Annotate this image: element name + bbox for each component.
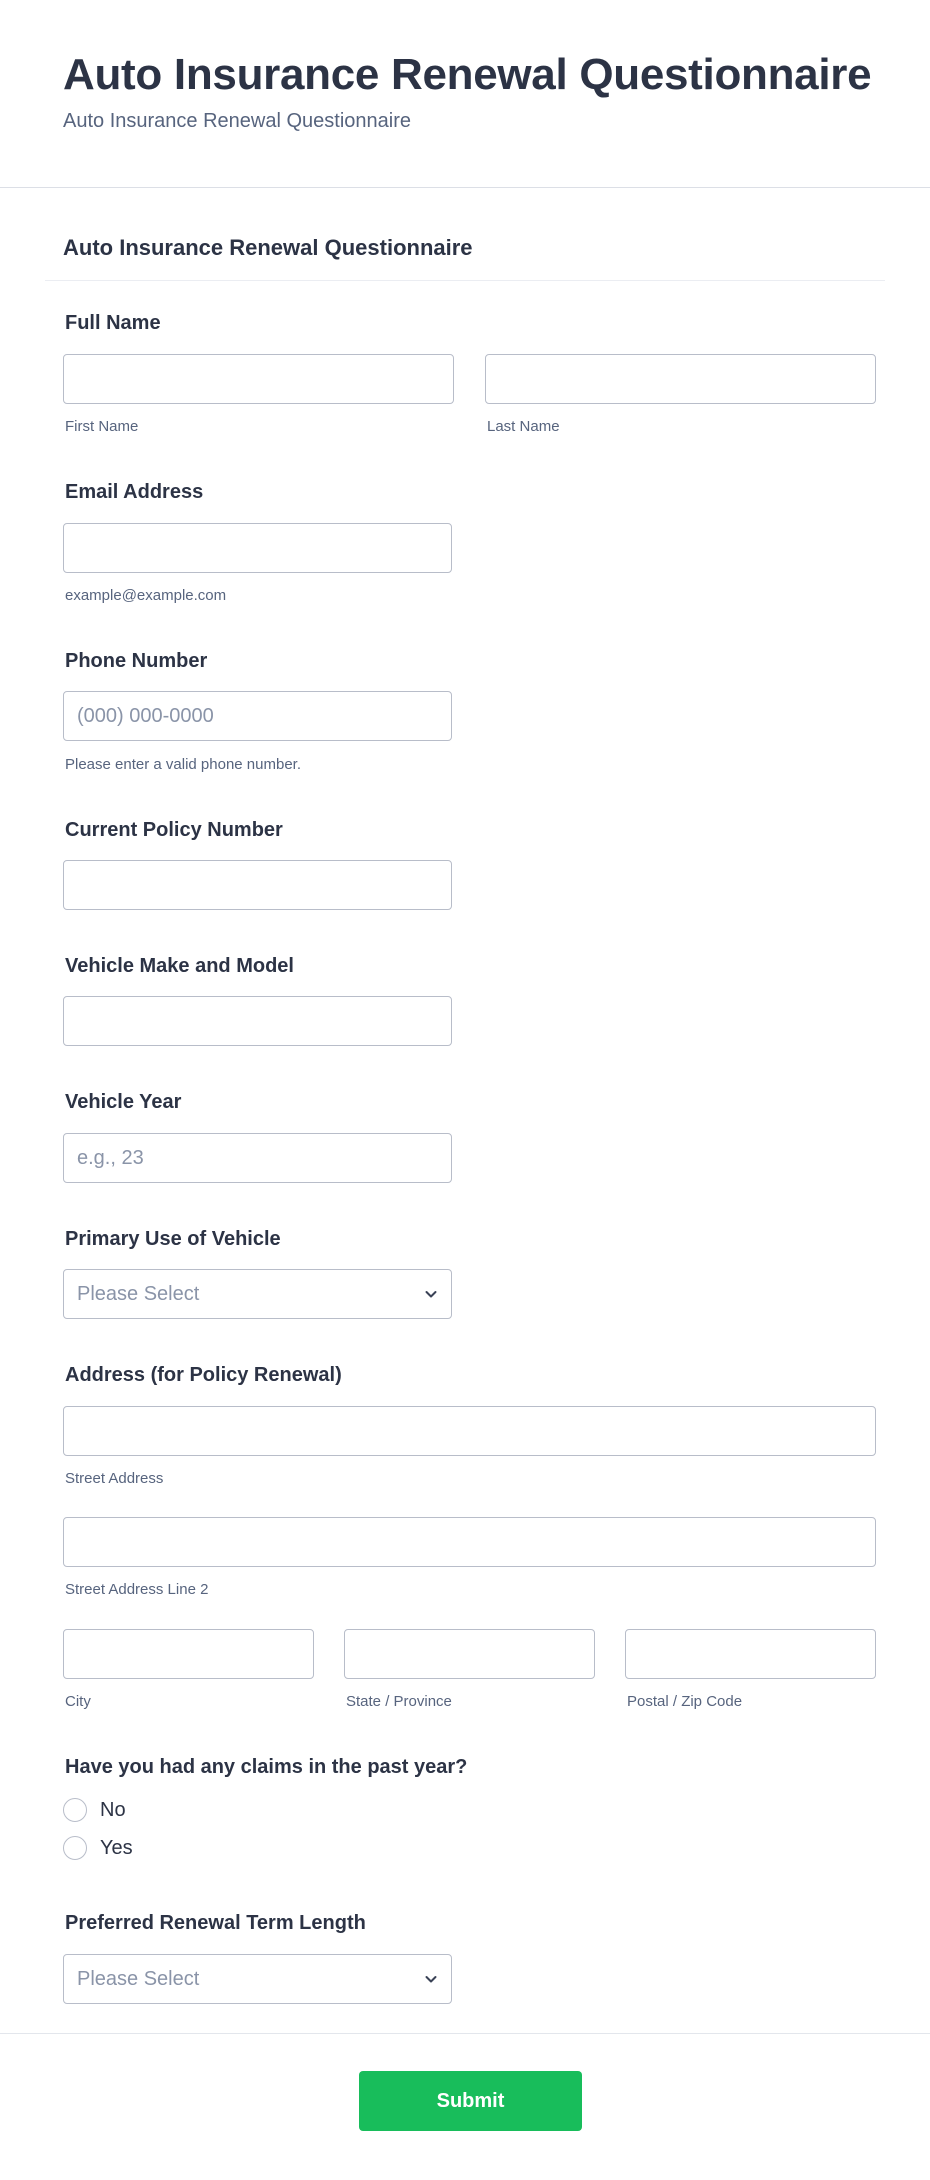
renewal-term-label: Preferred Renewal Term Length bbox=[65, 1912, 366, 1934]
policy-number-input[interactable] bbox=[63, 860, 452, 910]
section-title: Auto Insurance Renewal Questionnaire bbox=[63, 235, 473, 260]
primary-use-label: Primary Use of Vehicle bbox=[65, 1228, 281, 1250]
chevron-down-icon bbox=[423, 1286, 439, 1302]
phone-label: Phone Number bbox=[65, 650, 208, 672]
primary-use-select[interactable] bbox=[63, 1269, 452, 1319]
vehicle-year-label: Vehicle Year bbox=[65, 1091, 182, 1113]
city-input[interactable] bbox=[63, 1629, 314, 1679]
full-name-label: Full Name bbox=[65, 312, 161, 334]
form-header bbox=[0, 0, 930, 188]
street-address-line2-input[interactable] bbox=[63, 1517, 876, 1567]
renewal-term-selected: Please Select bbox=[77, 1968, 200, 1990]
address-label: Address (for Policy Renewal) bbox=[65, 1364, 342, 1386]
submit-button[interactable]: Submit bbox=[359, 2071, 582, 2131]
radio-button[interactable] bbox=[63, 1836, 87, 1860]
page-subtitle: Auto Insurance Renewal Questionnaire bbox=[63, 110, 411, 132]
section-divider bbox=[45, 280, 885, 281]
city-sublabel: City bbox=[65, 1693, 91, 1710]
radio-label: Yes bbox=[100, 1837, 133, 1859]
phone-sublabel: Please enter a valid phone number. bbox=[65, 756, 301, 773]
street-address-input[interactable] bbox=[63, 1406, 876, 1456]
claims-label: Have you had any claims in the past year? bbox=[65, 1756, 468, 1778]
chevron-down-icon bbox=[423, 1971, 439, 1987]
last-name-sublabel: Last Name bbox=[487, 418, 560, 435]
state-input[interactable] bbox=[344, 1629, 595, 1679]
footer-divider bbox=[0, 2033, 930, 2034]
policy-number-label: Current Policy Number bbox=[65, 819, 283, 841]
page-title: Auto Insurance Renewal Questionnaire bbox=[63, 50, 872, 99]
primary-use-selected: Please Select bbox=[77, 1283, 200, 1305]
email-field[interactable] bbox=[63, 523, 452, 573]
email-label: Email Address bbox=[65, 481, 204, 503]
first-name-sublabel: First Name bbox=[65, 418, 139, 435]
state-sublabel: State / Province bbox=[346, 1693, 452, 1710]
last-name-input[interactable] bbox=[485, 354, 876, 404]
vehicle-make-model-label: Vehicle Make and Model bbox=[65, 955, 294, 977]
street-address-line2-sublabel: Street Address Line 2 bbox=[65, 1581, 209, 1598]
vehicle-year-input[interactable] bbox=[63, 1133, 452, 1183]
zip-code-input[interactable] bbox=[625, 1629, 876, 1679]
radio-button[interactable] bbox=[63, 1798, 87, 1822]
radio-label: No bbox=[100, 1799, 126, 1821]
first-name-input[interactable] bbox=[63, 354, 454, 404]
zip-code-sublabel: Postal / Zip Code bbox=[627, 1693, 743, 1710]
phone-input[interactable] bbox=[63, 691, 452, 741]
renewal-term-select[interactable] bbox=[63, 1954, 452, 2004]
email-sublabel: example@example.com bbox=[65, 587, 227, 604]
street-address-sublabel: Street Address bbox=[65, 1470, 164, 1487]
vehicle-make-model-input[interactable] bbox=[63, 996, 452, 1046]
